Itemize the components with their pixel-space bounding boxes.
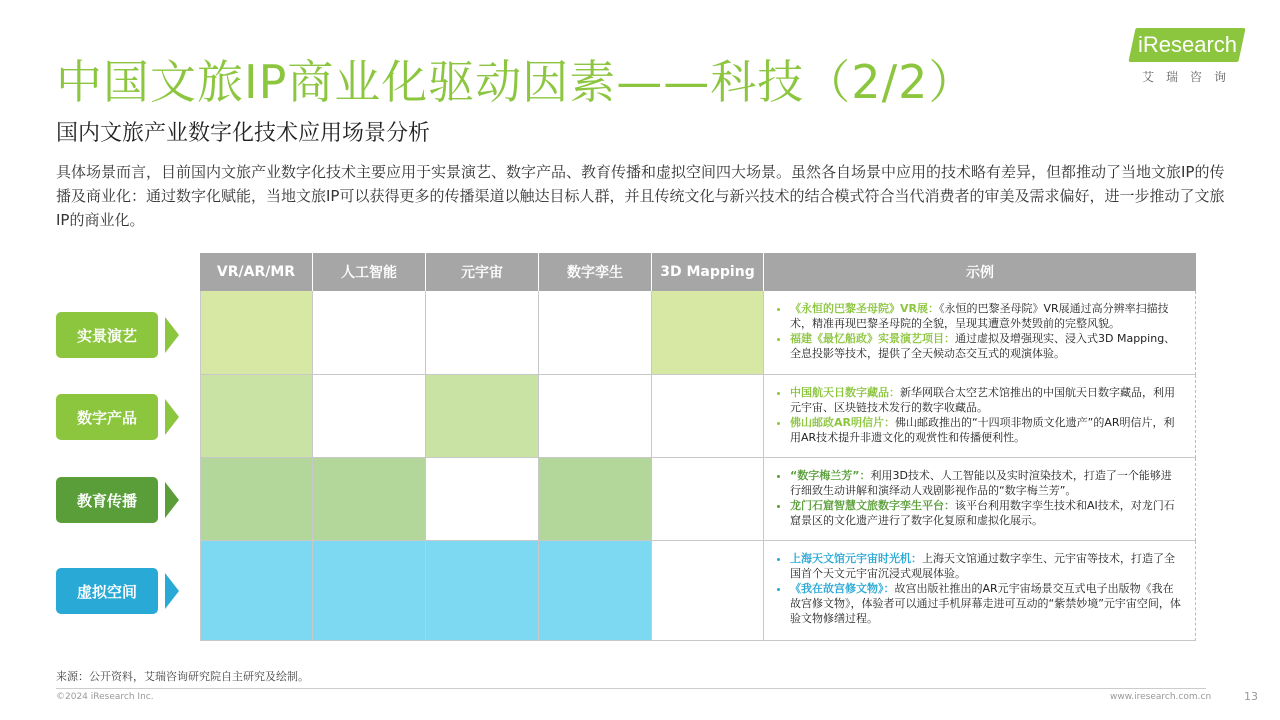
example-item — [790, 385, 1181, 415]
row-arrow — [165, 317, 179, 353]
example-text: 故宫出版社推出的AR元宇宙场景交互式电子出版物《我在故宫修文物》，体验者可以通过手机屏幕走进可互动的“紫禁妙境”元宇宙空间，体验文物修缮过程。 — [790, 582, 1181, 625]
example-text: 上海天文馆通过数字孪生、元宇宙等技术，打造了全国首个天文元宇宙沉浸式观展体验。 — [790, 552, 1175, 580]
example-name: 《永恒的巴黎圣母院》VR展： — [790, 302, 939, 315]
row-label-live-performance: 实景演艺 — [56, 312, 158, 358]
matrix-cell — [426, 458, 539, 541]
header-vr: VR/AR/MR — [200, 253, 313, 291]
example-name: 中国航天日数字藏品： — [790, 386, 900, 399]
example-item — [790, 331, 1181, 361]
example-name: 龙门石窟智慧文旅数字孪生平台： — [790, 499, 955, 512]
example-cell — [764, 541, 1196, 641]
example-item — [790, 301, 1181, 331]
example-text: 新华网联合太空艺术馆推出的中国航天日数字藏品，利用元宇宙、区块链技术发行的数字收藏品。 — [790, 386, 1175, 414]
copyright: ©2024 iResearch Inc. — [56, 692, 154, 702]
matrix-cell — [539, 458, 652, 541]
iresearch-logo — [1126, 26, 1248, 84]
example-item — [790, 581, 1181, 626]
page-subtitle: 国内文旅产业数字化技术应用场景分析 — [56, 121, 431, 146]
example-name: 上海天文馆元宇宙时光机： — [790, 552, 922, 565]
matrix-cell — [539, 291, 652, 375]
example-item — [790, 498, 1181, 528]
matrix-cell — [652, 291, 764, 375]
example-item — [790, 551, 1181, 581]
matrix-cell — [539, 375, 652, 458]
logo-text: iResearch — [1138, 32, 1238, 57]
logo-cn: 艾瑞咨询 — [1142, 70, 1239, 84]
matrix-cell — [313, 458, 426, 541]
header-3d-mapping: 3D Mapping — [652, 253, 764, 291]
row-label-digital-products: 数字产品 — [56, 394, 158, 440]
example-name: “数字梅兰芳”： — [790, 469, 871, 482]
example-item — [790, 415, 1181, 445]
matrix-cell — [200, 458, 313, 541]
example-name: 《我在故宫修文物》： — [790, 582, 895, 595]
example-text: 通过虚拟及增强现实、浸入式3D Mapping、全息投影等技术，提供了全天候动态交互式的观演体验。 — [790, 332, 1176, 360]
intro-paragraph: 具体场景而言，目前国内文旅产业数字化技术主要应用于实景演艺、数字产品、教育传播和虚拟空间四大场景。虽然各自场景中应用的技术略有差异，但都推动了当地文旅IP的传播及商业化：通过数字化赋能，当地文旅IP可以获得更多的传播渠道以触达目标人群，并且传统文化与新兴技术的结合模式符合当代消费者的审美及需求偏好，进一步推动了文旅IP的商业化。 — [56, 163, 1225, 229]
row-arrow — [165, 482, 179, 518]
example-text: 利用3D技术、人工智能以及实时渲染技术，打造了一个能够进行细致生动讲解和演绎动人戏剧影视作品的“数字梅兰芳”。 — [790, 469, 1172, 497]
matrix-cell — [539, 541, 652, 641]
matrix-cell — [200, 375, 313, 458]
page-title: 中国文旅IP商业化驱动因素——科技（2/2） — [56, 55, 976, 109]
header-examples: 示例 — [764, 253, 1196, 291]
matrix-cell — [426, 375, 539, 458]
example-cell — [764, 458, 1196, 541]
matrix-cell — [313, 291, 426, 375]
matrix-cell — [426, 541, 539, 641]
header-ai: 人工智能 — [313, 253, 426, 291]
row-arrow — [165, 399, 179, 435]
matrix-cell — [652, 458, 764, 541]
example-cell — [764, 375, 1196, 458]
header-digital-twin: 数字孪生 — [539, 253, 652, 291]
page-number: 13 — [1244, 690, 1258, 703]
example-name: 福建《最忆船政》实景演艺项目： — [790, 332, 955, 345]
example-cell — [764, 291, 1196, 375]
example-text: 《永恒的巴黎圣母院》VR展通过高分辨率扫描技术，精准再现巴黎圣母院的全貌，呈现其遭意外焚毁前的完整风貌。 — [790, 302, 1169, 330]
row-label-education: 教育传播 — [56, 477, 158, 523]
matrix-cell — [426, 291, 539, 375]
row-label-virtual-space: 虚拟空间 — [56, 568, 158, 614]
matrix-cell — [652, 375, 764, 458]
matrix-cell — [200, 541, 313, 641]
example-text: 该平台利用数字孪生技术和AI技术，对龙门石窟景区的文化遗产进行了数字化复原和虚拟化展示。 — [790, 499, 1175, 527]
matrix-cell — [652, 541, 764, 641]
website-url: www.iresearch.com.cn — [1110, 692, 1212, 702]
example-name: 佛山邮政AR明信片： — [790, 416, 895, 429]
source-note: 来源：公开资料，艾瑞咨询研究院自主研究及绘制。 — [56, 670, 309, 683]
matrix-cell — [313, 375, 426, 458]
matrix-cell — [200, 291, 313, 375]
example-item — [790, 468, 1181, 498]
example-text: 佛山邮政推出的“十四项非物质文化遗产”的AR明信片，利用AR技术提升非遗文化的观赏性和传播便利性。 — [790, 416, 1175, 444]
matrix-cell — [313, 541, 426, 641]
row-arrow — [165, 573, 179, 609]
header-metaverse: 元宇宙 — [426, 253, 539, 291]
footer-divider — [56, 688, 1206, 689]
